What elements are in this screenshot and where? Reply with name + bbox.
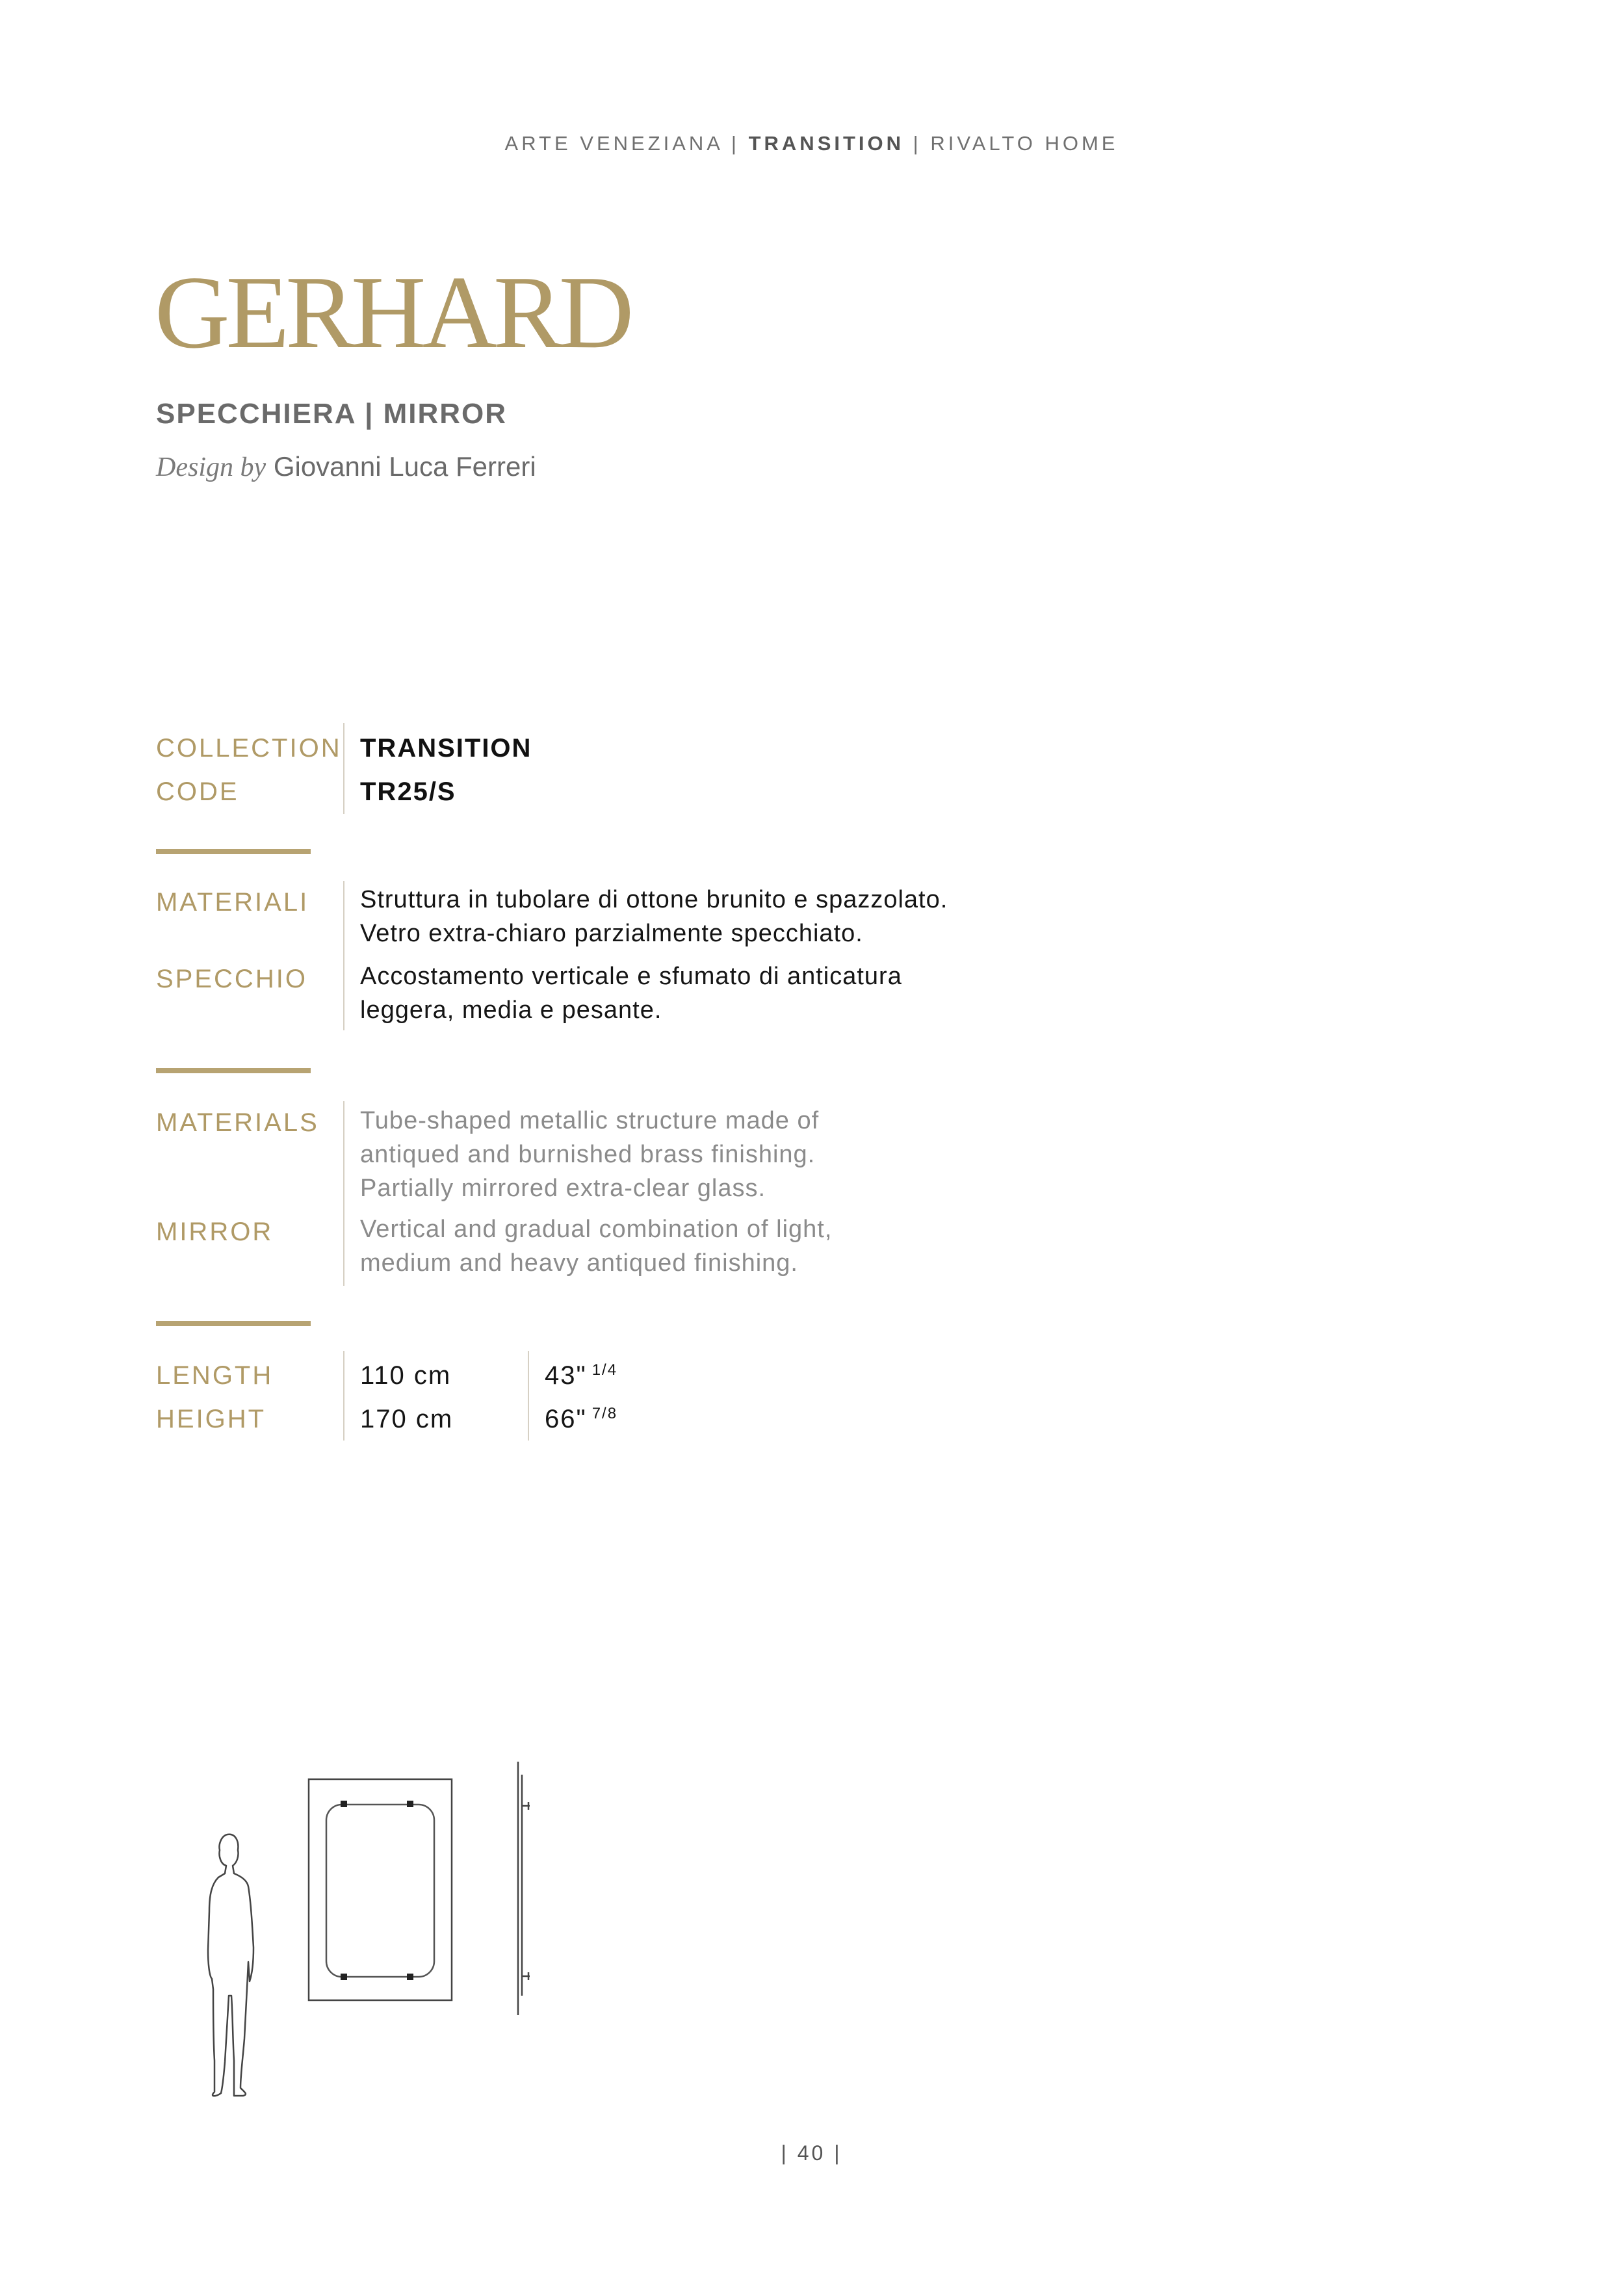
design-by-label: Design by — [156, 452, 266, 482]
running-header — [0, 132, 1623, 155]
length-inches — [545, 1363, 617, 1389]
column-divider — [343, 881, 344, 1030]
text-line: medium and heavy antiqued finishing. — [360, 1249, 798, 1277]
specchio-label: SPECCHIO — [156, 965, 307, 993]
code-value: TR25/S — [360, 777, 456, 806]
mirror-text — [360, 1212, 832, 1280]
header-separator: | — [731, 132, 740, 155]
human-silhouette-icon — [208, 1834, 253, 2096]
inches-value: 43" — [545, 1361, 587, 1390]
product-subtitle: SPECCHIERA | MIRROR — [156, 398, 508, 430]
text-line: antiqued and burnished brass finishing. — [360, 1141, 816, 1168]
column-divider — [343, 1101, 344, 1286]
text-line: Struttura in tubolare di ottone brunito e spazzolato. — [360, 886, 948, 913]
collection-label: COLLECTION — [156, 734, 342, 763]
column-divider — [528, 1351, 529, 1441]
length-label: LENGTH — [156, 1361, 274, 1390]
product-title: GERHARD — [155, 254, 630, 370]
mirror-side-view-icon — [518, 1762, 530, 2015]
inches-fraction: 1/4 — [591, 1361, 618, 1379]
header-left: ARTE VENEZIANA — [504, 132, 723, 155]
text-line: Tube-shaped metallic structure made of — [360, 1107, 820, 1134]
materiali-label: MATERIALI — [156, 888, 309, 917]
header-collection: TRANSITION — [748, 132, 905, 155]
text-line: leggera, media e pesante. — [360, 997, 662, 1024]
design-credit — [156, 451, 536, 483]
code-label: CODE — [156, 777, 239, 806]
materials-text — [360, 1104, 819, 1205]
column-divider — [343, 1351, 344, 1441]
section-rule — [156, 1068, 311, 1073]
inches-fraction: 7/8 — [591, 1405, 618, 1422]
header-separator: | — [913, 132, 922, 155]
materials-label: MATERIALS — [156, 1108, 319, 1137]
height-label: HEIGHT — [156, 1405, 266, 1433]
length-cm: 110 cm — [360, 1361, 452, 1390]
mirror-front-view-icon — [309, 1779, 452, 2000]
section-rule — [156, 849, 311, 854]
text-line: Vetro extra-chiaro parzialmente specchiato. — [360, 920, 863, 947]
specchio-text — [360, 959, 902, 1027]
technical-drawing — [175, 1755, 552, 2119]
header-right: RIVALTO HOME — [930, 132, 1119, 155]
mirror-label: MIRROR — [156, 1218, 274, 1246]
text-line: Accostamento verticale e sfumato di anticatura — [360, 963, 902, 990]
height-inches — [545, 1406, 617, 1432]
height-cm: 170 cm — [360, 1405, 454, 1433]
collection-value: TRANSITION — [360, 734, 532, 763]
section-rule — [156, 1321, 311, 1326]
text-line: Vertical and gradual combination of light, — [360, 1216, 833, 1243]
inches-value: 66" — [545, 1405, 587, 1433]
designer-name: Giovanni Luca Ferreri — [273, 451, 536, 482]
page-number: | 40 | — [781, 2141, 842, 2165]
text-line: Partially mirrored extra-clear glass. — [360, 1175, 766, 1202]
materiali-text — [360, 883, 948, 950]
column-divider — [343, 723, 344, 814]
